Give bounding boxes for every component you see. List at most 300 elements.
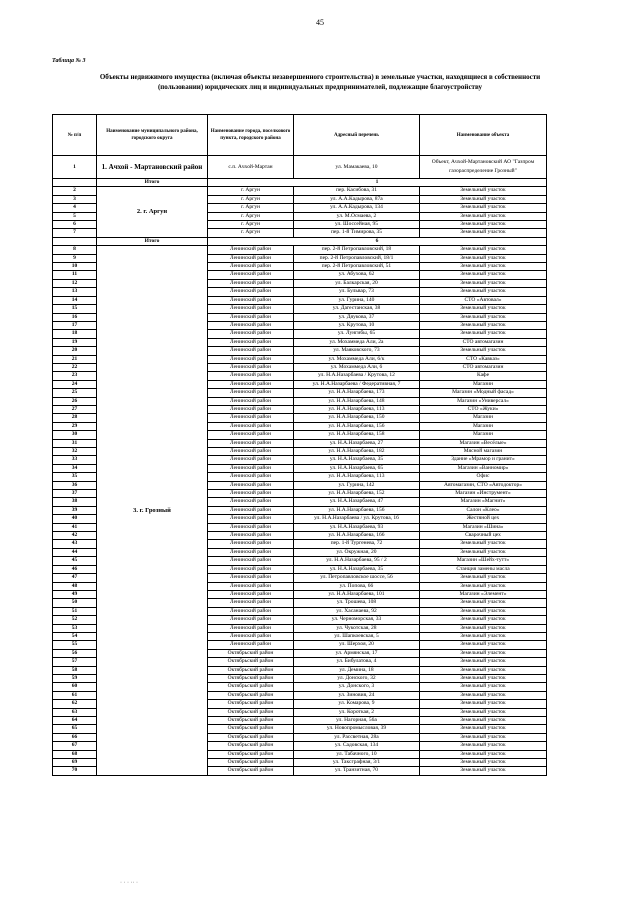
row-num: 36 — [53, 481, 97, 489]
object-cell: Автомагазин, СТО «Автодоктор» — [420, 481, 547, 489]
row-num: 31 — [53, 439, 97, 447]
table-label: Таблица № 3 — [52, 58, 86, 64]
object-cell: Земельный участок — [420, 750, 547, 758]
address-cell: ул. Демина, 18 — [294, 666, 420, 674]
row-num: 17 — [53, 321, 97, 329]
object-cell: Земельный участок — [420, 540, 547, 548]
object-cell: Земельный участок — [420, 263, 547, 271]
settlement-cell: Ленинский район — [208, 414, 294, 422]
total-label: Итого — [97, 237, 208, 245]
settlement-cell: Ленинский район — [208, 305, 294, 313]
settlement-cell: г. Аргун — [208, 221, 294, 229]
object-cell: Магазин «Весёлые» — [420, 439, 547, 447]
object-cell: Земельный участок — [420, 221, 547, 229]
row-num: 63 — [53, 708, 97, 716]
address-cell: ул. Хасанаева, 92 — [294, 607, 420, 615]
address-cell: ул. Н.А.Назарбаева, 152 — [294, 490, 420, 498]
object-cell: Земельный участок — [420, 187, 547, 195]
address-cell: ул. Н.А.Назарбаева, 156 — [294, 422, 420, 430]
settlement-cell: Ленинский район — [208, 347, 294, 355]
row-num: 68 — [53, 750, 97, 758]
object-cell: Офис — [420, 473, 547, 481]
settlement-cell: Октябрьский район — [208, 649, 294, 657]
settlement-cell: Ленинский район — [208, 372, 294, 380]
address-cell: ул. Дагестанская, 38 — [294, 305, 420, 313]
settlement-cell: Ленинский район — [208, 548, 294, 556]
settlement-cell: Октябрьский район — [208, 759, 294, 767]
object-cell: СТО автомагазин — [420, 338, 547, 346]
settlement-cell: Ленинский район — [208, 599, 294, 607]
settlement-cell: Октябрьский район — [208, 674, 294, 682]
row-num: 22 — [53, 363, 97, 371]
object-cell: Магазин «Элемент» — [420, 590, 547, 598]
row-num: 2 — [53, 187, 97, 195]
address-cell: ул. Н.А.Назарбаева, 182 — [294, 448, 420, 456]
address-cell: ул. Мамакаева, 10 — [294, 156, 420, 179]
address-cell: ул. Армянская, 17 — [294, 649, 420, 657]
row-num: 26 — [53, 397, 97, 405]
row-num: 27 — [53, 405, 97, 413]
settlement-cell: Октябрьский район — [208, 666, 294, 674]
total-row — [53, 237, 547, 245]
address-cell: ул. Табачного, 10 — [294, 750, 420, 758]
row-num: 57 — [53, 658, 97, 666]
address-cell: ул. А.А.Кадырова, 87а — [294, 195, 420, 203]
total-value: 6 — [208, 237, 547, 245]
address-cell: ул. Мохаммеда Али, 2а — [294, 338, 420, 346]
address-cell: ул. Н.А.Назарбаева, 95 / 2 — [294, 557, 420, 565]
object-cell: Земельный участок — [420, 759, 547, 767]
scan-marks: · · · ·· · — [120, 880, 138, 886]
address-cell: пер. 1-й Тимирова, 35 — [294, 229, 420, 237]
address-cell: ул. Маяковского, 73 — [294, 347, 420, 355]
address-cell: ул. Н.А.Назарбаева, 173 — [294, 389, 420, 397]
header-address: Адресный перечень — [294, 115, 420, 156]
address-cell: ул. Гурина, 142 — [294, 481, 420, 489]
object-cell: Земельный участок — [420, 632, 547, 640]
row-num: 62 — [53, 700, 97, 708]
address-cell: пер. 1-й Тургенева, 72 — [294, 540, 420, 548]
row-num: 59 — [53, 674, 97, 682]
settlement-cell: Ленинский район — [208, 515, 294, 523]
address-cell: ул. Трошева, 108 — [294, 599, 420, 607]
row-num: 11 — [53, 271, 97, 279]
address-cell: ул. Н.А.Назарбаева / ул. Крутова, 16 — [294, 515, 420, 523]
object-cell: Земельный участок — [420, 204, 547, 212]
row-num: 56 — [53, 649, 97, 657]
object-cell: СТО «Жуки» — [420, 405, 547, 413]
settlement-cell: Ленинский район — [208, 246, 294, 254]
object-cell: Магазин «Шина» — [420, 523, 547, 531]
object-cell: Земельный участок — [420, 674, 547, 682]
row-num: 61 — [53, 691, 97, 699]
row-num: 29 — [53, 422, 97, 430]
settlement-cell: Ленинский район — [208, 330, 294, 338]
object-cell: Земельный участок — [420, 767, 547, 775]
object-cell: Земельный участок — [420, 229, 547, 237]
settlement-cell: с.п. Ачхой-Мартан — [208, 156, 294, 179]
settlement-cell: Ленинский район — [208, 405, 294, 413]
header-municipality: Наименование муниципального района, городского округа — [97, 115, 208, 156]
row-num: 16 — [53, 313, 97, 321]
object-cell: Земельный участок — [420, 330, 547, 338]
settlement-cell: г. Аргун — [208, 229, 294, 237]
settlement-cell: г. Аргун — [208, 204, 294, 212]
settlement-cell: Ленинский район — [208, 506, 294, 514]
row-num: 54 — [53, 632, 97, 640]
total-label: Итого — [97, 179, 208, 187]
settlement-cell: г. Аргун — [208, 187, 294, 195]
object-cell: Земельный участок — [420, 279, 547, 287]
settlement-cell: Ленинский район — [208, 632, 294, 640]
settlement-cell: Ленинский район — [208, 288, 294, 296]
settlement-cell: Ленинский район — [208, 389, 294, 397]
address-cell: ул. Донского, 32 — [294, 674, 420, 682]
row-num: 6 — [53, 221, 97, 229]
address-cell: ул. Н.А.Назарбаева, 150 — [294, 414, 420, 422]
address-cell: ул. Шерхоя, 20 — [294, 641, 420, 649]
settlement-cell: Ленинский район — [208, 363, 294, 371]
object-cell: Жестяной цех — [420, 515, 547, 523]
settlement-cell: Ленинский район — [208, 582, 294, 590]
address-cell: пер. 2-й Петропавловский, 51 — [294, 263, 420, 271]
object-cell: Салон «Клео» — [420, 506, 547, 514]
address-cell: ул. Н.А.Назарбаева, 47 — [294, 498, 420, 506]
row-num: 9 — [53, 254, 97, 262]
object-cell: Магазин — [420, 422, 547, 430]
address-cell: ул. Мохаммеда Али, 6/к — [294, 355, 420, 363]
address-cell: ул. Зиновия, 24 — [294, 691, 420, 699]
settlement-cell: Ленинский район — [208, 397, 294, 405]
object-cell: Станция замены масла — [420, 565, 547, 573]
settlement-cell: Октябрьский район — [208, 683, 294, 691]
object-cell: Земельный участок — [420, 691, 547, 699]
row-num: 47 — [53, 574, 97, 582]
row-num: 3 — [53, 195, 97, 203]
row-num: 50 — [53, 599, 97, 607]
settlement-cell: Ленинский район — [208, 590, 294, 598]
object-cell: Земельный участок — [420, 725, 547, 733]
row-num: 48 — [53, 582, 97, 590]
row-num: 28 — [53, 414, 97, 422]
settlement-cell: Ленинский район — [208, 321, 294, 329]
object-cell: Земельный участок — [420, 195, 547, 203]
settlement-cell: Октябрьский район — [208, 691, 294, 699]
settlement-cell: Октябрьский район — [208, 700, 294, 708]
row-num: 46 — [53, 565, 97, 573]
address-cell: ул. Н.А.Назарбаева, 166 — [294, 532, 420, 540]
settlement-cell: Октябрьский район — [208, 767, 294, 775]
address-cell: ул. Попова, 66 — [294, 582, 420, 590]
settlement-cell: Ленинский район — [208, 279, 294, 287]
header-num: № п/п — [53, 115, 97, 156]
settlement-cell: Октябрьский район — [208, 725, 294, 733]
settlement-cell: Ленинский район — [208, 490, 294, 498]
object-cell: Земельный участок — [420, 574, 547, 582]
object-cell: Земельный участок — [420, 347, 547, 355]
settlement-cell: г. Аргун — [208, 212, 294, 220]
row-num: 67 — [53, 742, 97, 750]
municipality-name: 3. г. Грозный — [97, 246, 208, 776]
row-num: 7 — [53, 229, 97, 237]
address-cell: ул. Дяукова, 37 — [294, 313, 420, 321]
row-num: 39 — [53, 506, 97, 514]
row-num: 60 — [53, 683, 97, 691]
settlement-cell: Ленинский район — [208, 540, 294, 548]
settlement-cell: Ленинский район — [208, 263, 294, 271]
address-cell: ул. Шоссейная, 95 — [294, 221, 420, 229]
object-cell: Земельный участок — [420, 641, 547, 649]
object-cell: Магазин «Модный фасад» — [420, 389, 547, 397]
address-cell: ул. Н.А.Назарбаева / Федеративная, 7 — [294, 380, 420, 388]
object-cell: Земельный участок — [420, 271, 547, 279]
object-cell: Земельный участок — [420, 305, 547, 313]
row-num: 8 — [53, 246, 97, 254]
address-cell: ул. Рассветная, 28а — [294, 733, 420, 741]
row-num: 13 — [53, 288, 97, 296]
table-row — [53, 187, 547, 195]
settlement-cell: Ленинский район — [208, 574, 294, 582]
settlement-cell: Октябрьский район — [208, 750, 294, 758]
row-num: 65 — [53, 725, 97, 733]
address-cell: ул. Нагорная, 56а — [294, 717, 420, 725]
object-cell: Земельный участок — [420, 742, 547, 750]
row-num: 23 — [53, 372, 97, 380]
settlement-cell: Октябрьский район — [208, 733, 294, 741]
object-cell: Земельный участок — [420, 246, 547, 254]
address-cell: ул. Короткая, 2 — [294, 708, 420, 716]
row-num: 44 — [53, 548, 97, 556]
object-cell: Земельный участок — [420, 616, 547, 624]
address-cell: ул. Мохаммеда Али, 6 — [294, 363, 420, 371]
settlement-cell: Ленинский район — [208, 481, 294, 489]
settlement-cell: Ленинский район — [208, 616, 294, 624]
row-num: 53 — [53, 624, 97, 632]
row-num: 5 — [53, 212, 97, 220]
settlement-cell: Октябрьский район — [208, 658, 294, 666]
address-cell: пер. 2-й Петропавловский, 18/1 — [294, 254, 420, 262]
row-num: 34 — [53, 464, 97, 472]
row-num: 43 — [53, 540, 97, 548]
row-num: 12 — [53, 279, 97, 287]
object-cell: Земельный участок — [420, 607, 547, 615]
object-cell: Объект, Ачхой-Мартановский АО "Газпром газораспределение Грозный" — [420, 156, 547, 179]
address-cell: ул. Н.А.Назарбаева, 35 — [294, 565, 420, 573]
table-header-row — [53, 115, 547, 156]
object-cell: Магазин «Инструмент» — [420, 490, 547, 498]
address-cell: ул. Н.А.Назарбаева, 113 — [294, 473, 420, 481]
settlement-cell: Ленинский район — [208, 523, 294, 531]
settlement-cell: Ленинский район — [208, 422, 294, 430]
total-row — [53, 179, 547, 187]
object-cell: Земельный участок — [420, 658, 547, 666]
row-num: 30 — [53, 431, 97, 439]
row-num: 1 — [53, 156, 97, 179]
row-num: 21 — [53, 355, 97, 363]
row-num: 49 — [53, 590, 97, 598]
row-num: 64 — [53, 717, 97, 725]
address-cell: ул. Н.А.Назарбаева / Крутова, 12 — [294, 372, 420, 380]
row-num — [53, 237, 97, 245]
object-cell: Земельный участок — [420, 708, 547, 716]
objects-table — [52, 114, 547, 776]
settlement-cell: Ленинский район — [208, 473, 294, 481]
row-num: 4 — [53, 204, 97, 212]
object-cell: Земельный участок — [420, 599, 547, 607]
object-cell: Магазин «Универсал» — [420, 397, 547, 405]
object-cell: Сварочный цех — [420, 532, 547, 540]
object-cell: Земельный участок — [420, 548, 547, 556]
settlement-cell: Ленинский район — [208, 296, 294, 304]
settlement-cell: Ленинский район — [208, 380, 294, 388]
row-num: 33 — [53, 456, 97, 464]
address-cell: пер. Касибова, 31 — [294, 187, 420, 195]
settlement-cell: Ленинский район — [208, 448, 294, 456]
total-value: 1 — [208, 179, 547, 187]
object-cell: Земельный участок — [420, 288, 547, 296]
object-cell: Земельный участок — [420, 254, 547, 262]
settlement-cell: Ленинский район — [208, 498, 294, 506]
header-object: Наименование объекта — [420, 115, 547, 156]
address-cell: ул. Шапкоевская, 5 — [294, 632, 420, 640]
address-cell: ул. Балкарская, 20 — [294, 279, 420, 287]
document-title: Объекты недвижимого имущества (включая объекты незавершенного строительства) в земельные участки, находящиеся в собственности (пользовании) юридических лиц и индивидуальных предпринимателей, подлежащие благоустройству — [99, 73, 541, 91]
settlement-cell: Ленинский район — [208, 557, 294, 565]
row-num: 38 — [53, 498, 97, 506]
settlement-cell: Ленинский район — [208, 313, 294, 321]
row-num: 70 — [53, 767, 97, 775]
address-cell: ул. Н.А.Назарбаева, 148 — [294, 397, 420, 405]
settlement-cell: Ленинский район — [208, 355, 294, 363]
address-cell: ул. Петропавловское шоссе, 56 — [294, 574, 420, 582]
table-body — [53, 156, 547, 776]
address-cell: ул. Н.А.Назарбаева, 158 — [294, 431, 420, 439]
row-num: 58 — [53, 666, 97, 674]
address-cell: ул. Н.А.Назарбаева, 93 — [294, 523, 420, 531]
object-cell: Магазин «Шейх-тутт» — [420, 557, 547, 565]
settlement-cell: Ленинский район — [208, 431, 294, 439]
address-cell: ул. Бибулатова, 4 — [294, 658, 420, 666]
object-cell: Земельный участок — [420, 321, 547, 329]
object-cell: Земельный участок — [420, 733, 547, 741]
object-cell: Земельный участок — [420, 700, 547, 708]
row-num: 35 — [53, 473, 97, 481]
settlement-cell: Ленинский район — [208, 565, 294, 573]
object-cell: СТО «Кавказ» — [420, 355, 547, 363]
settlement-cell: Октябрьский район — [208, 742, 294, 750]
row-num: 45 — [53, 557, 97, 565]
municipality-name: 2. г. Аргун — [97, 187, 208, 237]
settlement-cell: Октябрьский район — [208, 717, 294, 725]
address-cell: ул. Чукотская, 28 — [294, 624, 420, 632]
object-cell: Мясной магазин — [420, 448, 547, 456]
row-num: 15 — [53, 305, 97, 313]
settlement-cell: Ленинский район — [208, 456, 294, 464]
address-cell: ул. Н.А.Назарбаева, 27 — [294, 439, 420, 447]
object-cell: Магазин — [420, 380, 547, 388]
row-num: 40 — [53, 515, 97, 523]
object-cell: Магазин — [420, 431, 547, 439]
object-cell: Магазин «Ванномир» — [420, 464, 547, 472]
settlement-cell: Октябрьский район — [208, 708, 294, 716]
settlement-cell: Ленинский район — [208, 624, 294, 632]
settlement-cell: г. Аргун — [208, 195, 294, 203]
address-cell: ул. Н.А.Назарбаева, 65 — [294, 464, 420, 472]
address-cell: ул. Таксграфная, 3/1 — [294, 759, 420, 767]
object-cell: Кафе — [420, 372, 547, 380]
header-settlement: Наименование города, поселкового пункта, городского района — [208, 115, 294, 156]
address-cell: ул. Крутова, 10 — [294, 321, 420, 329]
settlement-cell: Ленинский район — [208, 464, 294, 472]
object-cell: Магазин — [420, 414, 547, 422]
object-cell: Земельный участок — [420, 666, 547, 674]
settlement-cell: Ленинский район — [208, 338, 294, 346]
row-num: 52 — [53, 616, 97, 624]
settlement-cell: Ленинский район — [208, 532, 294, 540]
row-num: 66 — [53, 733, 97, 741]
address-cell: ул. Абухова, 62 — [294, 271, 420, 279]
address-cell: ул. Комарова, 9 — [294, 700, 420, 708]
address-cell: ул. Лунгибы, 65 — [294, 330, 420, 338]
address-cell: ул. Гурина, 140 — [294, 296, 420, 304]
object-cell: Земельный участок — [420, 582, 547, 590]
settlement-cell: Ленинский район — [208, 607, 294, 615]
address-cell: ул. Новопромысловая, 39 — [294, 725, 420, 733]
row-num: 69 — [53, 759, 97, 767]
row-num — [53, 179, 97, 187]
address-cell: ул. Н.А.Назарбаева, 113 — [294, 405, 420, 413]
table-row — [53, 246, 547, 254]
address-cell: ул. Садовская, 134 — [294, 742, 420, 750]
address-cell: ул. Н.А.Назарбаева, 101 — [294, 590, 420, 598]
row-num: 32 — [53, 448, 97, 456]
object-cell: Земельный участок — [420, 649, 547, 657]
settlement-cell: Ленинский район — [208, 254, 294, 262]
object-cell: Магазин «Магнит» — [420, 498, 547, 506]
object-cell: СТО «Автовал» — [420, 296, 547, 304]
settlement-cell: Ленинский район — [208, 271, 294, 279]
address-cell: ул. Н.А.Назарбаева, 156 — [294, 506, 420, 514]
object-cell: Земельный участок — [420, 717, 547, 725]
row-num: 18 — [53, 330, 97, 338]
row-num: 51 — [53, 607, 97, 615]
address-cell: ул. Бульвар, 73 — [294, 288, 420, 296]
object-cell: Земельный участок — [420, 313, 547, 321]
row-num: 19 — [53, 338, 97, 346]
row-num: 55 — [53, 641, 97, 649]
row-num: 10 — [53, 263, 97, 271]
municipality-name: 1. Ачхой - Мартановский район — [97, 156, 208, 179]
object-cell: Земельный участок — [420, 212, 547, 220]
address-cell: ул. Донского, 3 — [294, 683, 420, 691]
settlement-cell: Ленинский район — [208, 439, 294, 447]
object-cell: Земельный участок — [420, 683, 547, 691]
page-number: 45 — [316, 18, 324, 27]
object-cell: Здание «Мрамор и гранит» — [420, 456, 547, 464]
row-num: 42 — [53, 532, 97, 540]
object-cell: Земельный участок — [420, 624, 547, 632]
table-row — [53, 156, 547, 179]
row-num: 14 — [53, 296, 97, 304]
row-num: 37 — [53, 490, 97, 498]
row-num: 20 — [53, 347, 97, 355]
address-cell: ул. М.Осмаева, 2 — [294, 212, 420, 220]
object-cell: СТО автомагазин — [420, 363, 547, 371]
row-num: 24 — [53, 380, 97, 388]
address-cell: ул. Н.А.Назарбаева, 35 — [294, 456, 420, 464]
address-cell: ул. Черноморская, 33 — [294, 616, 420, 624]
settlement-cell: Ленинский район — [208, 641, 294, 649]
